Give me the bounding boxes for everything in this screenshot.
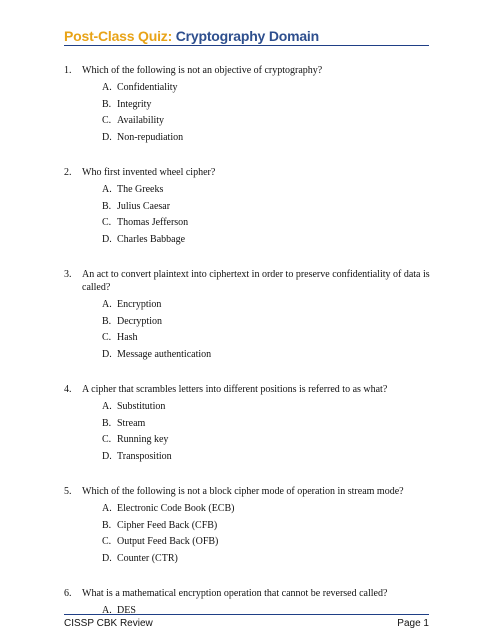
question-number: 1. [64,65,72,76]
option-text: Transposition [117,450,172,462]
question-number: 3. [64,269,72,280]
answer-option [102,399,432,416]
answer-option [102,330,432,347]
question-row [64,485,432,498]
option-text: Thomas Jefferson [117,217,189,228]
option-letter: B. [102,98,112,110]
question-row [64,166,432,179]
answer-option [102,449,432,466]
answer-options [64,501,432,567]
answer-option [102,432,432,449]
footer-rule [64,614,429,615]
answer-option [102,518,432,535]
question-list [64,64,432,640]
header-rule [64,45,429,46]
option-text: Charles Babbage [117,233,186,245]
option-text: Electronic Code Book (ECB) [117,503,235,514]
question-text: What is a mathematical encryption operation that cannot be reversed called? [82,588,388,599]
answer-option [102,501,432,518]
answer-option [102,182,432,199]
answer-option [102,416,432,433]
footer-course: CISSP CBK Review [64,618,153,629]
option-letter: D. [102,552,112,564]
option-text: Integrity [117,98,152,110]
answer-option [102,347,432,364]
answer-options [64,80,432,146]
option-text: Julius Caesar [117,200,171,212]
option-text: Output Feed Back (OFB) [117,536,219,547]
option-letter: A. [102,299,112,310]
option-letter: A. [102,82,112,93]
option-letter: A. [102,503,112,514]
footer-page-number: Page 1 [397,618,429,629]
question-number: 4. [64,384,72,395]
option-text: Stream [117,417,146,429]
question-number: 2. [64,167,72,178]
question-row [64,383,432,396]
question-text: An act to convert plaintext into ciphertext in order to preserve confidentiality of data is called? [82,269,430,293]
answer-option [102,314,432,331]
option-letter: C. [102,217,112,228]
option-letter: B. [102,315,112,327]
answer-options [64,399,432,465]
option-letter: B. [102,417,112,429]
option-text: Substitution [117,401,166,412]
option-letter: B. [102,200,112,212]
option-text: Decryption [117,315,162,327]
question-row [64,268,432,294]
option-letter: C. [102,434,112,445]
page-footer [64,618,429,629]
option-text: DES [117,605,136,616]
answer-option [102,297,432,314]
question-2 [64,166,432,248]
page-title [64,28,319,44]
title-topic: Cryptography Domain [175,28,319,44]
answer-option [102,551,432,568]
answer-option [102,199,432,216]
question-text: A cipher that scrambles letters into different positions is referred to as what? [82,384,388,395]
answer-option [102,80,432,97]
question-number: 6. [64,588,72,599]
option-text: Message authentication [117,348,212,360]
option-text: Encryption [117,299,162,310]
option-text: Running key [117,434,169,445]
option-letter: A. [102,605,112,616]
option-letter: C. [102,115,112,126]
option-letter: A. [102,401,112,412]
answer-option [102,215,432,232]
answer-option [102,97,432,114]
option-text: The Greeks [117,184,164,195]
option-letter: C. [102,536,112,547]
option-letter: D. [102,233,112,245]
option-text: Counter (CTR) [117,552,178,564]
option-letter: B. [102,519,112,531]
option-letter: D. [102,450,112,462]
option-text: Availability [117,115,165,126]
option-letter: D. [102,131,112,143]
answer-options [64,182,432,248]
question-text: Which of the following is not a block cipher mode of operation in stream mode? [82,486,404,497]
question-1 [64,64,432,146]
answer-options [64,297,432,363]
answer-option [102,534,432,551]
option-letter: A. [102,184,112,195]
option-text: Cipher Feed Back (CFB) [117,519,218,531]
answer-option [102,232,432,249]
title-prefix: Post-Class Quiz: [64,28,173,44]
question-row [64,587,432,600]
question-number: 5. [64,486,72,497]
answer-option [102,113,432,130]
option-text: Hash [117,332,138,343]
question-text: Which of the following is not an objective of cryptography? [82,65,323,76]
question-4 [64,383,432,465]
option-letter: D. [102,348,112,360]
question-5 [64,485,432,567]
option-text: Confidentiality [117,82,178,93]
question-3 [64,268,432,363]
question-row [64,64,432,77]
option-letter: C. [102,332,112,343]
question-text: Who first invented wheel cipher? [82,167,216,178]
option-text: Non-repudiation [117,131,184,143]
answer-option [102,130,432,147]
